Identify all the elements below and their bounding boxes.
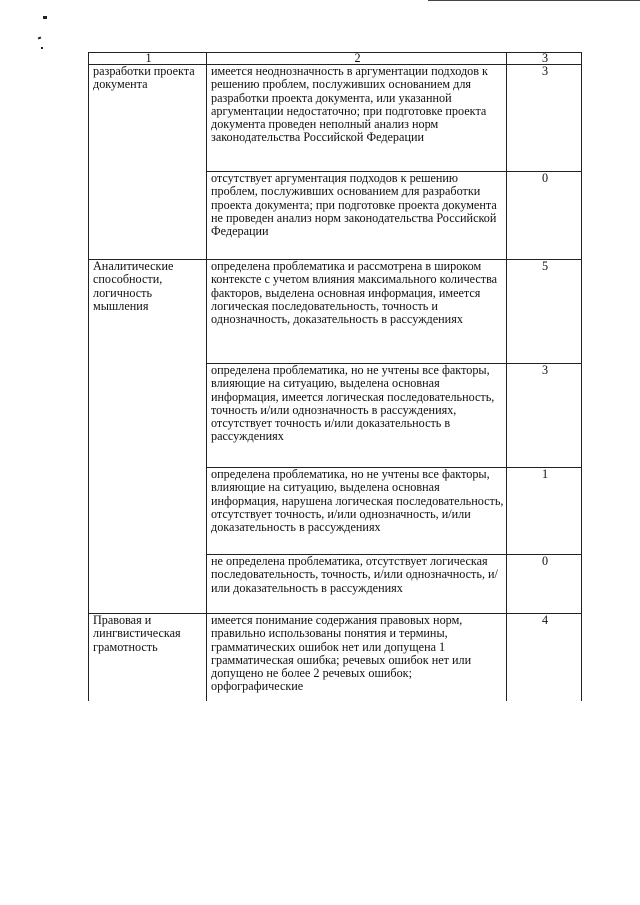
top-edge-line — [428, 0, 640, 1]
header-row — [89, 53, 582, 65]
score-cell: 1 — [507, 468, 582, 555]
scan-mark — [43, 16, 47, 19]
criteria-table — [88, 52, 582, 701]
description-cell: не определена проблематика, отсутствует логическая последовательность, точность, и/или однозначность, и/или доказательность в рассуждениях — [207, 555, 507, 614]
table-row — [89, 260, 582, 364]
table-row — [89, 65, 582, 172]
scan-mark — [41, 47, 43, 49]
criterion-cell: Правовая и лингвистическая грамотность — [89, 614, 207, 701]
score-cell: 4 — [507, 614, 582, 701]
criterion-cell: разработки проекта документа — [89, 65, 207, 260]
description-cell: определена проблематика, но не учтены все факторы, влияющие на ситуацию, выделена основная информация, имеется логическая последовательность, точность и/или однозначность в рассуждениях, отсутствует точность и/или доказательность в рассуждениях — [207, 364, 507, 468]
description-cell: отсутствует аргументация подходов к решению проблем, послуживших основанием для разработки проекта документа; при подготовке проекта документа не проведен анализ норм законодательства Российской Федерации — [207, 172, 507, 260]
score-cell: 3 — [507, 364, 582, 468]
score-cell: 3 — [507, 65, 582, 172]
description-cell: определена проблематика, но не учтены все факторы, влияющие на ситуацию, выделена основная информация, нарушена логическая последовательность, отсутствует точность, и/или однозначность, и/или доказательность в рассуждениях — [207, 468, 507, 555]
score-cell: 0 — [507, 172, 582, 260]
score-cell: 5 — [507, 260, 582, 364]
header-col-2: 2 — [207, 53, 507, 65]
description-cell: имеется неоднозначность в аргументации подходов к решению проблем, послуживших основанием для разработки проекта документа, или указанной аргументации недостаточно; при подготовке проекта документа проведен неполный анализ норм законодательства Российской Федерации — [207, 65, 507, 172]
header-col-3: 3 — [507, 53, 582, 65]
score-cell: 0 — [507, 555, 582, 614]
description-cell: определена проблематика и рассмотрена в широком контексте с учетом влияния максимального количества факторов, выделена основная информация, имеется логическая последовательность, точность и однозначность, доказательность в рассуждениях — [207, 260, 507, 364]
scan-mark — [38, 37, 42, 40]
description-cell: имеется понимание содержания правовых норм, правильно использованы понятия и термины, грамматических ошибок нет или допущена 1 грамматическая ошибка; речевых ошибок нет или допущено не более 2 речевых ошибок; орфографические — [207, 614, 507, 701]
header-col-1: 1 — [89, 53, 207, 65]
table-row — [89, 614, 582, 701]
criterion-cell: Аналитические способности, логичность мышления — [89, 260, 207, 614]
